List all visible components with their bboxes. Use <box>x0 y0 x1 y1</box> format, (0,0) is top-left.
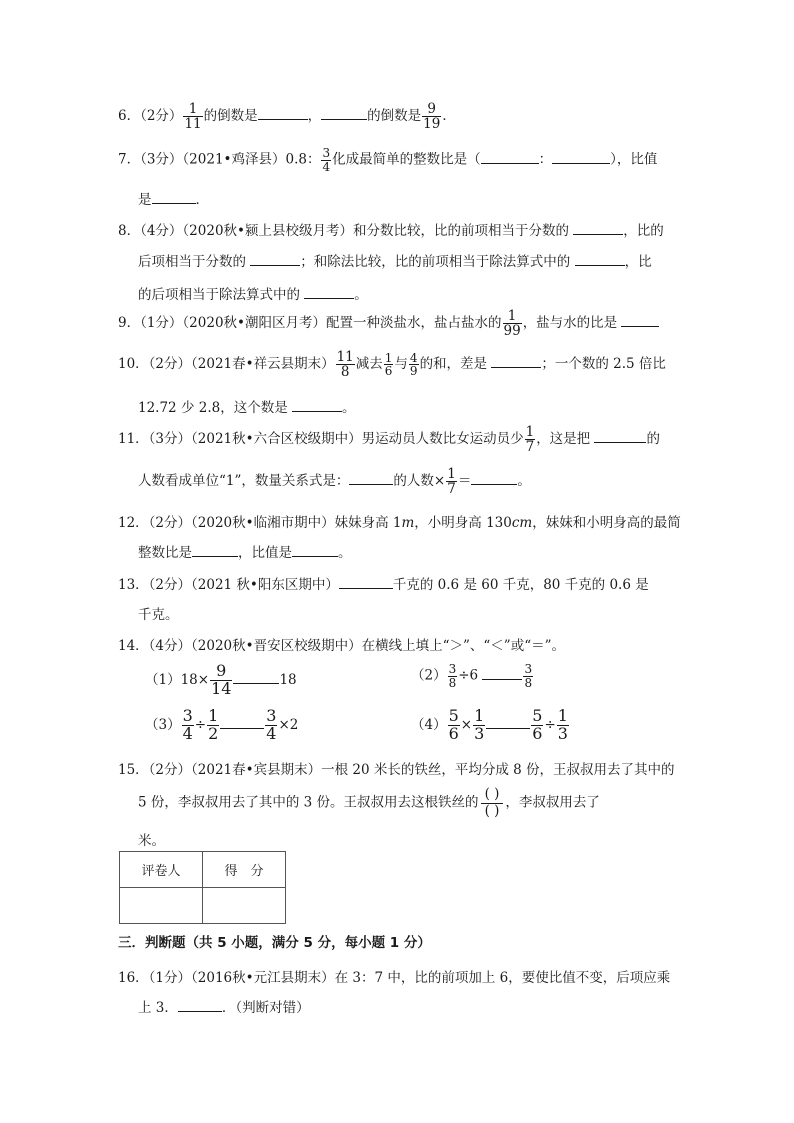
question-14: 14．（4分）（2020秋•晋安区校级期中）在横线上填上“＞”、“＜”或“＝”。 <box>118 638 565 654</box>
answer-blank[interactable] <box>292 544 338 557</box>
answer-blank[interactable] <box>471 472 517 485</box>
grader-header: 评卷人 <box>120 852 203 888</box>
question-14-part3: （3） $\frac{3}{4}$ ÷ $\frac{1}{2}$ $\frac{3}{4}$ ×2 <box>145 706 299 743</box>
answer-blank[interactable] <box>321 107 367 120</box>
question-12: 12．（2分）（2020秋•临湘市期中）妹妹身高 1m，小明身高 130cm，妹妹和小明身高的最简 <box>118 515 681 531</box>
fraction: $\frac{1}{7}$ <box>525 424 535 456</box>
fraction: $\frac{9}{19}$ <box>423 101 441 133</box>
question-14-part2: （2） $\frac{3}{8}$ ÷6 $\frac{3}{8}$ <box>411 662 533 690</box>
answer-blank[interactable] <box>233 671 279 684</box>
answer-blank[interactable] <box>192 544 238 557</box>
question-13-line2: 千克。 <box>138 607 179 623</box>
fraction: $\frac{5}{6}$ <box>448 706 459 743</box>
answer-blank[interactable] <box>621 314 659 327</box>
fraction: $\frac{1}{2}$ <box>208 706 219 743</box>
question-6: 6．（2分） $\frac{1}{11}$ 的倒数是 ， 的倒数是 $\frac{9}{19}$ ． <box>118 101 456 133</box>
answer-blank[interactable] <box>178 999 222 1012</box>
score-header: 得 分 <box>203 852 286 888</box>
answer-blank[interactable] <box>594 430 646 443</box>
fraction: $\frac{3}{8}$ <box>448 662 457 690</box>
answer-blank[interactable] <box>573 222 623 235</box>
answer-blank[interactable] <box>304 286 354 299</box>
section-title: 三．判断题（共 5 小题，满分 5 分，每小题 1 分） <box>118 935 431 951</box>
question-7-line2: 是 ． <box>138 192 209 208</box>
fraction: $\frac{1}{6}$ <box>384 350 393 379</box>
question-15-line3: 米。 <box>138 833 165 849</box>
answer-blank[interactable] <box>491 355 541 368</box>
question-16-line2: 上 3． ．（判断对错） <box>138 1000 310 1016</box>
question-11: 11．（3分）（2021秋•六合区校级期中）男运动员人数比女运动员少 $\frac{1}{7}$ ，这是把 的 <box>118 424 660 456</box>
fraction: $\frac{1}{3}$ <box>474 706 485 743</box>
question-9: 9．（1分）（2020秋•潮阳区月考）配置一种淡盐水，盐占盐水的 $\frac{1}{99}$ ，盐与水的比是 <box>118 309 659 338</box>
answer-blank[interactable] <box>152 191 196 204</box>
fraction: $\frac{1}{7}$ <box>447 466 456 498</box>
fraction: $\frac{5}{6}$ <box>532 706 543 743</box>
question-15: 15．（2分）（2021春•宾县期末）一根 20 米长的铁丝，平均分成 8 份，王叔叔用去了其中的 <box>118 762 675 778</box>
fraction: $\frac{3}{8}$ <box>524 662 533 690</box>
fraction: $\frac{11}{8}$ <box>336 349 354 381</box>
fraction: $\frac{4}{9}$ <box>409 350 418 379</box>
question-12-line2: 整数比是 ，比值是 。 <box>138 545 352 561</box>
answer-blank[interactable] <box>486 716 530 729</box>
question-8-line3: 的后项相当于除法算式中的 。 <box>138 287 368 303</box>
answer-blank[interactable] <box>250 253 300 266</box>
question-11-line2: 人数看成单位“1”，数量关系式是： 的人数× $\frac{1}{7}$ ＝ 。 <box>138 466 531 498</box>
fraction: $\frac{3}{4}$ <box>266 706 277 743</box>
answer-blank[interactable] <box>482 667 522 680</box>
score-table <box>119 851 286 924</box>
fraction-blank[interactable]: $\frac{( )}{( )}$ <box>481 787 504 819</box>
answer-blank[interactable] <box>575 253 625 266</box>
question-14-part1: （1）18× $\frac{9}{14}$ 18 <box>145 661 297 698</box>
question-10-line2: 12.72 少 2.8，这个数是 。 <box>138 400 356 416</box>
answer-blank[interactable] <box>339 576 393 589</box>
question-8-line2: 后项相当于分数的 ；和除法比较，比的前项相当于除法算式中的 ，比 <box>138 254 652 270</box>
question-10: 10．（2分）（2021春•祥云县期末） $\frac{11}{8}$ 减去 $\frac{1}{6}$ 与 $\frac{4}{9}$ 的和，差是 ；一个数的 2.5 倍比 <box>118 349 666 381</box>
answer-blank[interactable] <box>292 399 342 412</box>
fraction: $\frac{3}{4}$ <box>182 706 193 743</box>
question-14-part4: （4） $\frac{5}{6}$ × $\frac{1}{3}$ $\frac{5}{6}$ ÷ $\frac{1}{3}$ <box>411 706 568 743</box>
fraction: $\frac{1}{11}$ <box>184 101 202 133</box>
question-8: 8．（4分）（2020秋•颍上县校级月考）和分数比较，比的前项相当于分数的 ，比的 <box>118 223 664 239</box>
answer-blank[interactable] <box>349 472 393 485</box>
answer-blank[interactable] <box>552 151 610 164</box>
answer-blank[interactable] <box>481 151 539 164</box>
grader-cell[interactable] <box>120 888 203 924</box>
answer-blank[interactable] <box>258 107 308 120</box>
fraction: $\frac{3}{4}$ <box>322 146 331 174</box>
answer-blank[interactable] <box>220 716 264 729</box>
score-cell[interactable] <box>203 888 286 924</box>
question-16: 16．（1分）（2016秋•元江县期末）在 3：7 中，比的前项加上 6，要使比值不变，后项应乘 <box>118 970 671 986</box>
question-7: 7．（3分）（2021•鸡泽县）0.8： $\frac{3}{4}$ 化成最简单的整数比是（ ： ），比值 <box>118 146 658 174</box>
question-13: 13．（2分）（2021 秋•阳东区期中） 千克的 0.6 是 60 千克，80 千克的 0.6 是 <box>118 577 649 593</box>
fraction: $\frac{1}{99}$ <box>503 308 521 340</box>
fraction: $\frac{9}{14}$ <box>211 661 232 698</box>
question-15-line2: 5 份，李叔叔用去了其中的 3 份。王叔叔用去这根铁丝的 $\frac{( )}{( )}$ ，李叔叔用去了 <box>138 786 600 819</box>
fraction: $\frac{1}{3}$ <box>557 706 568 743</box>
